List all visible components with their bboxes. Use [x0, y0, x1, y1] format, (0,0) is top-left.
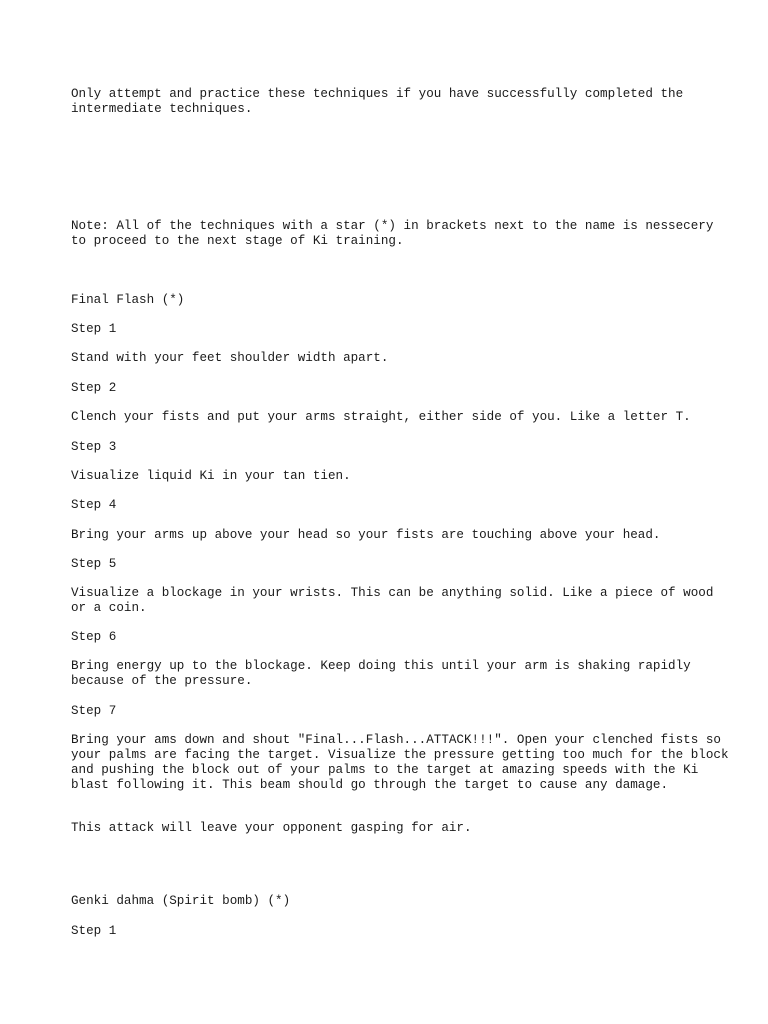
step-text: Bring your ams down and shout "Final...Flash...ATTACK!!!". Open your clenched fists so your palms are facing the target. Visualize the pressure getting too much for the block and pushing the block out of your palms to the target at amazing speeds with the Ki blast following it. This beam should go through the target to cause any damage.	[71, 733, 737, 792]
step-text: Bring energy up to the blockage. Keep doing this until your arm is shaking rapidly because of the pressure.	[71, 659, 699, 688]
step-label: Step 7	[71, 704, 117, 718]
closing-paragraph: This attack will leave your opponent gasping for air.	[71, 821, 472, 835]
intro-paragraph: Only attempt and practice these techniques if you have successfully completed the intermediate techniques.	[71, 87, 691, 116]
step-text: Visualize a blockage in your wrists. This can be anything solid. Like a piece of wood or a coin.	[71, 586, 721, 615]
step-text: Bring your arms up above your head so your fists are touching above your head.	[71, 528, 661, 542]
step-label: Step 5	[71, 557, 117, 571]
step-label: Step 1	[71, 322, 117, 336]
final-flash-heading: Final Flash (*)	[71, 293, 185, 307]
step-label: Step 1	[71, 924, 117, 938]
step-text: Visualize liquid Ki in your tan tien.	[71, 469, 351, 483]
step-text: Stand with your feet shoulder width apart.	[71, 351, 389, 365]
step-label: Step 2	[71, 381, 117, 395]
note-paragraph: Note: All of the techniques with a star (*) in brackets next to the name is nessecery to proceed to the next stage of Ki training.	[71, 219, 721, 248]
step-text: Clench your fists and put your arms straight, either side of you. Like a letter T.	[71, 410, 691, 424]
step-label: Step 3	[71, 440, 117, 454]
genki-dahma-heading: Genki dahma (Spirit bomb) (*)	[71, 894, 291, 908]
step-label: Step 6	[71, 630, 117, 644]
step-label: Step 4	[71, 498, 117, 512]
